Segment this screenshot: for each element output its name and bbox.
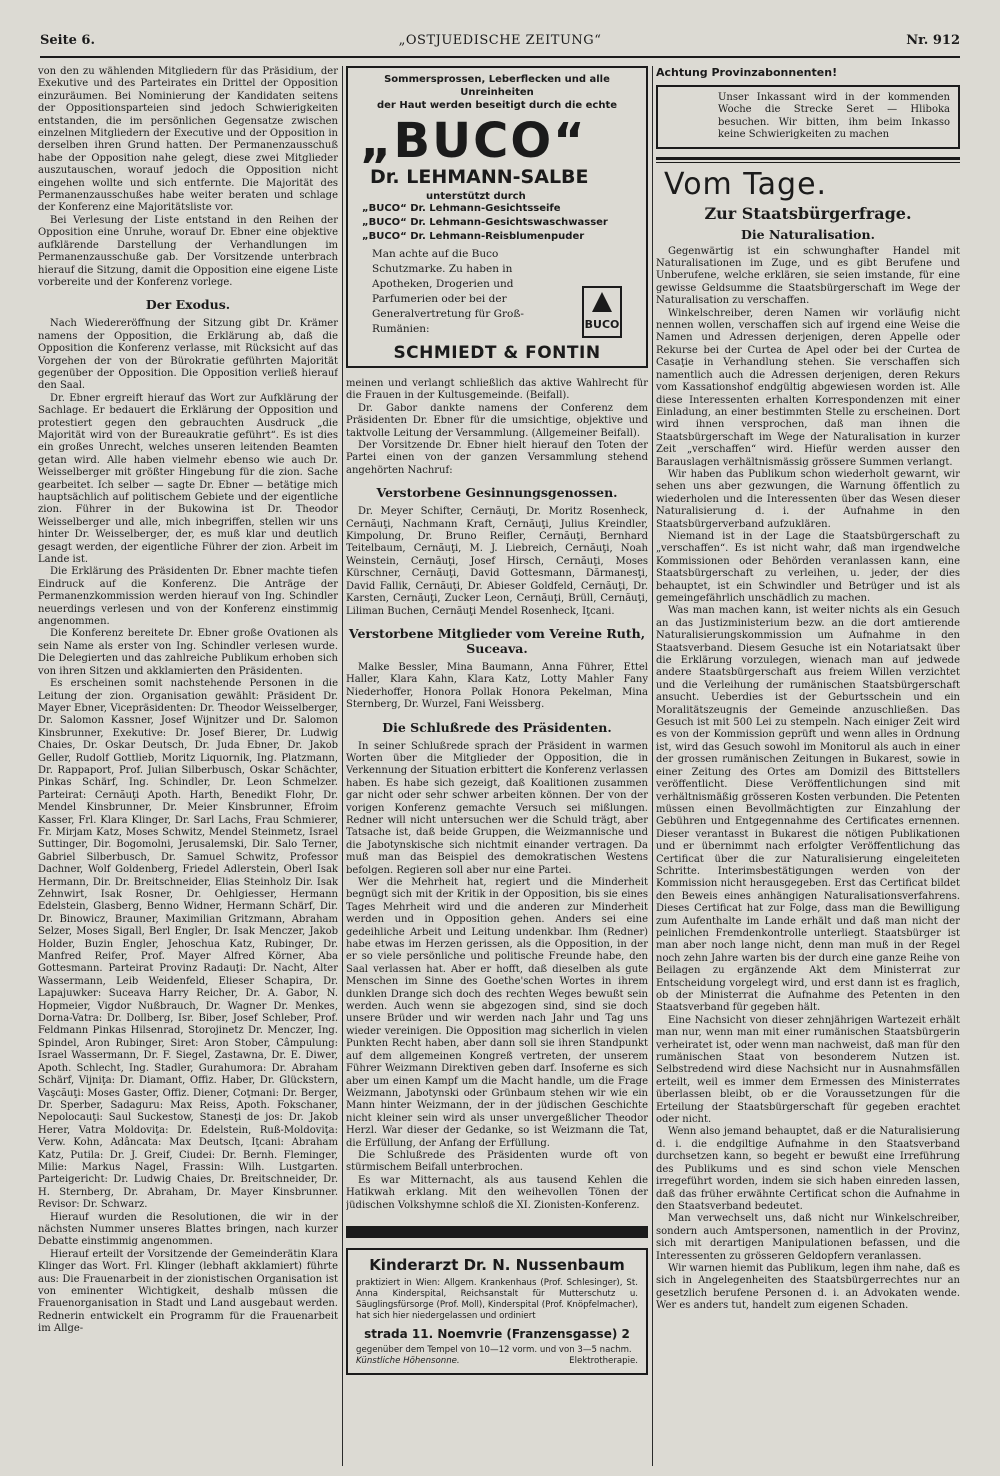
paragraph: von den zu wählenden Mitgliedern für das Präsidium, der Exekutive und des Parteirates ein Drittel der Opposition einzuräumen. Bei Nominierung der Kandidaten seitens der Oppositionsparteien sind jedoch Schwierigkeiten entstanden, die im persönlichen Gegensatze zwischen einzelnen Mitgliedern der Executive und der Opposition in derselben ihren Grund hatten. Der Permanenzausschuß habe der Opposition nahe gelegt, diese zwei Mitglieder auszutauschen, worauf jedoch die Opposition nicht eingehen wollte und sich entfernte. Die Majorität des Permanenzausschußes habe weiter beraten und schlage der Konferenz eine Majoritätsliste vor. <box>38 66 338 214</box>
paragraph: Nach Wiedereröffnung der Sitzung gibt Dr. Krämer namens der Opposition, die Erklärung ab, daß die Opposition die Konferenz verlasse, mit Rücksicht auf das Vorgehen der von der Bürokratie geführten Majorität gegenüber der Opposition. Die Opposition verließ hierauf den Saal. <box>38 318 338 392</box>
ad-hours: gegenüber dem Tempel von 10—12 vorm. und von 3—5 nachm. <box>356 1344 632 1355</box>
paragraph: Winkelschreiber, deren Namen wir vorläufig nicht nennen wollen, verschaffen sich auf irgend eine Weise die Namen und Adressen derjenigen, deren Appelle oder Rekurse bei der Curtea de Apel oder bei der Curtea de Casaţie in Verhandlung stehen. Sie verschaffen sich namentlich auch die Adressen derjenigen, deren Rekurs vom Kassationshof endgültig abgewiesen worden ist. Alle diese Interessenten erhalten Korrespondenzen mit einer Einladung, an einer bestimmten Stelle zu erscheinen. Dort wird ihnen versprochen, daß man ihnen die Staatsbürgerschaft im Wege der Naturalisation in kurzer Zeit „verschaffen“ wird. Hiefür werden ausser den Barauslagen verhältnismässig grössere Summen verlangt. <box>656 307 960 468</box>
section-heading: Die Schlußrede des Präsidenten. <box>382 719 612 735</box>
double-rule <box>656 157 960 163</box>
notice-title: Achtung Provinzabonnenten! <box>656 66 838 79</box>
paragraph: Wer die Mehrheit hat, regiert und die Minderheit begnügt sich mit der Kritik in der Opposition, bis sie eines Tages Mehrheit wird und die anderen zur Minderheit werden und in Opposition gehen. Anders sei eine gedeihliche Arbeit und Leitung undenkbar. Ihm (Redner) habe etwas im Herzen gerissen, als die Opposition, in der er so viele persönliche und politische Freunde habe, den Saal verlassen hat. Aber er hofft, daß dieselben als gute Menschen im Sinne des Goethe'schen Wortes in ihrem dunklen Drange sich doch des rechten Weges bewußt sein werden. Auch wenn sie abgezogen sind, sind sie doch unsere Brüder und wir werden nach Jahr und Tag uns wieder vereinigen. Die Opposition mag sicherlich in vielen Punkten Recht haben, aber dann soll sie ihren Standpunkt auf dem allgemeinen Kongreß vertreten, der unserem Führer Weizmann Direktiven geben darf. Insoferne es sich aber um einen Kampf um die Macht handle, um die Frage Weizmann, Jabotynski oder Grünbaum stehen wir wie ein Mann hinter Weizmann, der in der jüdischen Geschichte nicht kleiner sein wird als unser unvergeßlicher Theodor Herzl. War dieser der Gedanke, so ist Weizmann die Tat, die Erfüllung, der Anfang der Erfüllung. <box>346 877 648 1149</box>
paragraph: Dr. Ebner ergreift hierauf das Wort zur Aufklärung der Sachlage. Er bedauert die Erklärung der Opposition und protestiert gegen den gebrauchten Ausdruck „die Majorität wird von der Bureaukratie geführt“. Es ist dies ein großes Unrecht, welches unseren leitenden Beamten getan wird. Alle haben vielmehr ebenso wie auch Dr. Weisselberger mit größter Hingebung für die zion. Sache gearbeitet. Ich selber — sagte Dr. Ebner — betätige mich hauptsächlich auf politischem Gebiete und der eigentliche zion. Führer in der Bukowina ist Dr. Theodor Weisselberger und alle, mich inbegriffen, stellen wir uns hinter Dr. Weisselberger, der, es muß klar und deutlich gesagt werden, der eigentliche Führer der zion. Arbeit im Lande ist. <box>38 392 338 566</box>
header-rule <box>40 56 960 58</box>
paragraph: Wir warnen hiemit das Publikum, legen ihm nahe, daß es sich in Angelegenheiten des Staatsbürgerrechtes nur an gesetzlich berufene Personen d. i. an Advokaten wende. Wer es anders tut, handelt zum eigenen Schaden. <box>656 1262 960 1312</box>
trademark-label: BUCO <box>584 318 620 331</box>
paragraph: Die Schlußrede des Präsidenten wurde oft von stürmischem Beifall unterbrochen. <box>346 1149 648 1174</box>
issue-number: Nr. 912 <box>906 33 960 48</box>
kinderarzt-advertisement <box>346 1248 648 1375</box>
buco-trademark-icon <box>582 286 622 338</box>
product-line: „BUCO“ Dr. Lehmann-Gesichtswaschwasser <box>362 217 608 228</box>
ad-tagline: der Haut werden beseitigt durch die echte <box>376 100 618 111</box>
paragraph: Was man machen kann, ist weiter nichts als ein Gesuch an das Justizministerium bezw. an die dort amtierende Naturalisierungskommission um Aufnahme in den Staatsverband. Diesem Gesuche ist ein Notariatsakt über die Erklärung vorzulegen, wienach man auf jedwede andere Staatsbürgerschaft aus freiem Willen verzichtet und die Verleihung der rumänischen Staatsbürgerschaft ansucht. Ueberdies ist der Geburtsschein und ein Moralitätszeugnis der Gemeinde anzuschließen. Das Gesuch ist mit 500 Lei zu stempeln. Nach einiger Zeit wird es von der Kommission geprüft und wenn alles in Ordnung ist, wird das Gesuch sowohl im Monitorul als auch in einer der grossen rumänischen Zeitungen in Bukarest, sowie in einer Zeitung des Ortes am Domizil des Bittstellers veröffentlicht. Diese Veröffentlichungen sind mit verhältnismäßig grösseren Kosten verbunden. Die Petenten müssen einen Bevollmächtigten zur Einzahlung der Gebühren und Entgegennahme des Certificates ernennen. Dieser verantasst in Bukarest die nötigen Publikationen und er übernimmt nach erfolgter Veröffentlichung das Certificat über die zur Naturalisierung eingeleiteten Schritte. Interimsbestätigungen werden von der Kommission nicht herausgegeben. Erst das Certificat bildet den Beweis eines anhängigen Naturalisationsverfahrens. Dieses Certificat hat zur Folge, dass man die Bewilligung zum Aufenthalte im Lande erhält und daß man nicht der peinlichen Fremdenkontrolle unterliegt. Staatsbürger ist man aber noch lange nicht, denn man muß in der Regel noch zehn Jahre warten bis der durch eine ganze Reihe von Beilagen zu ergänzende Akt dem Ministerrat zur Entscheidung vorgelegt wird, und erst dann ist es fraglich, ob der Ministerrat die Aufnahme des Petenten in den Staatsverband für gegeben hält. <box>656 605 960 1014</box>
page-number: Seite 6. <box>40 33 95 48</box>
ad-tagline: Sommersprossen, Leberflecken und alle Unreinheiten <box>384 74 610 98</box>
article-subhead: Die Naturalisation. <box>741 226 875 242</box>
column-1 <box>38 66 338 1466</box>
rubric-title: Vom Tage. <box>664 166 828 202</box>
paragraph: In seiner Schlußrede sprach der Präsident in warmen Worten über die Mitglieder der Opposition, die in Verkennung der Situation erbittert die Konferenz verlassen haben. Es habe sich gezeigt, daß Koalitionen zusammen gar nicht oder sehr schwer arbeiten können. Der von der vorigen Konferenz gemachte Versuch sei mißlungen. Redner will nicht untersuchen wer die Schuld trägt, aber Tatsache ist, daß beide Gruppen, die Weizmannische und die Jabotynskische sich nichtmit einander vertragen. Da muß man das Beispiel des demokratischen Westens befolgen. Regieren soll aber nur eine Partei. <box>346 740 648 876</box>
ad-body: Man achte auf die Buco Schutzmarke. Zu haben in Apotheken, Drogerien und Parfumerien oder bei der Generalvertretung für Groß-Rumänien: <box>372 248 524 335</box>
product-name: Dr. LEHMANN-SALBE <box>370 166 589 188</box>
paragraph: Wenn also jemand behauptet, daß er die Naturalisierung d. i. die endgiltige Aufnahme in den Staatsverband durchsetzen kann, so begeht er bewußt eine Irreführung des Publikums und es sind schon viele Menschen irregeführt worden, indem sie sich haben einreden lassen, daß das früher erwähnte Certificat schon die Aufnahme in den Staatsverband bedeutet. <box>656 1126 960 1212</box>
section-heading: Verstorbene Gesinnungsgenossen. <box>376 485 618 501</box>
column-2 <box>346 66 648 1466</box>
column-divider <box>652 66 653 1466</box>
column-3 <box>656 66 960 1466</box>
paragraph: Niemand ist in der Lage die Staatsbürgerschaft zu „verschaffen“. Es ist nicht wahr, daß man irgendwelche Kommissionen oder Behörden veranlassen kann, eine Staatsbürgerschaft zu verleihen, u. jeder, der dies behauptet, ist ein Schwindler und Betrüger und ist als gemeingefährlich unschädlich zu machen. <box>656 530 960 604</box>
buco-advertisement <box>346 66 648 368</box>
section-heading: Der Exodus. <box>145 297 231 313</box>
ad-body: praktiziert in Wien: Allgem. Krankenhaus (Prof. Schlesinger), St. Anna Kinderspital, Reichsanstalt für Mutterschutz u. Säuglingsfürsorge (Prof. Moll), Kinderspital (Prof. Knöpfelmacher), hat sich hier niedergelassen und ordiniert <box>356 1277 638 1321</box>
ad-sun: Künstliche Höhensonne. <box>356 1355 460 1366</box>
article-headline: Zur Staatsbürgerfrage. <box>704 203 912 223</box>
buco-logo: „BUCO“ <box>360 113 587 169</box>
paragraph: Es war Mitternacht, als aus tausend Kehlen die Hatikwah erklang. Mit den weihevollen Tönen der jüdischen Volkshymne schloß die XI. Zionisten-Konferenz. <box>346 1174 648 1211</box>
notice-box: Unser Inkassant wird in der kommenden Woche die Strecke Seret — Hliboka besuchen. Wir bitten, ihm beim Inkasso keine Schwierigkeiten zu machen <box>656 85 960 149</box>
paragraph: Die Erklärung des Präsidenten Dr. Ebner machte tiefen Eindruck auf die Konferenz. Die Anträge der Permanenzkommission werden hierauf von Ing. Schindler neuerdings verlesen und von der Konferenz einstimmig angenommen. <box>38 566 338 628</box>
paragraph: meinen und verlangt schließlich das aktive Wahlrecht für die Frauen in der Kultusgemeinde. (Beifall). <box>346 378 648 402</box>
paragraph: Malke Bessler, Mina Baumann, Anna Führer, Ettel Haller, Klara Kahn, Klara Katz, Lotty Mahler Fany Niederhoffer, Honora Pollak Honora Pekelman, Mina Sternberg, Dr. Wurzel, Fani Weissberg. <box>346 661 648 711</box>
column-2-text <box>346 378 648 1212</box>
paragraph: Gegenwärtig ist ein schwunghafter Handel mit Naturalisationen im Zuge, und es gibt Berufene und Unberufene, welche erklären, sie seien imstande, für eine gewisse Geldsumme die Staatsbürgerschaft im Wege der Naturalisation zu verschaffen. <box>656 245 960 307</box>
section-heading: Verstorbene Mitglieder vom Vereine Ruth, Suceava. <box>348 625 646 656</box>
ad-subline: unterstützt durch <box>426 191 526 202</box>
page-header <box>40 30 960 54</box>
paragraph: Wir haben das Publikum schon wiederholt gewarnt, wir sehen uns aber gezwungen, die Warnung öffentlich zu wiederholen und die Interessenten über das Wesen dieser Naturalisierung d. i. der Aufnahme in den Staatsbürgerverband aufzuklären. <box>656 468 960 530</box>
paragraph: Es erscheinen somit nachstehende Personen in die Leitung der zion. Organisation gewählt: Präsident Dr. Mayer Ebner, Vicepräsidenten: Dr. Theodor Weisselberger, Dr. Salomon Kassner, Josef Wijnitzer und Dr. Salomon Kinsbrunner, Exekutive: Dr. Josef Bierer, Dr. Ludwig Chaies, Dr. Oskar Deutsch, Dr. Juda Ebner, Dr. Jakob Geller, Rudolf Gottlieb, Moritz Liquornik, Ing. Platzmann, Dr. Rappaport, Prof. Julian Silberbusch, Oskar Schächter, Pinkas Schärf, Ing. Schindler, Dr. Leon Schmelzer. Parteirat: Cernăuţi Apoth. Harth, Benedikt Flohr, Dr. Mendel Kinsbrunner, Dr. Meier Kinsbrunner, Efroim Kasser, Frl. Klara Klinger, Dr. Sarl Lachs, Frau Schmierer, Fr. Mirjam Katz, Moses Schwitz, Mendel Steinmetz, Israel Suttinger, Dir. Bogomolni, Jerusalemski, Dir. Salo Terner, Gabriel Silberbusch, Dr. Samuel Schwitz, Professor Dachner, Wolf Goldenberg, Friedel Adlerstein, Oberl Isak Hermann, Dir. Dr. Breitschneider, Elias Steinholz Dir. Isak Zehnwirt, Isak Rosner, Dr. Oehlgiesser, Hermann Edelstein, Glasberg, Benno Widner, Hermann Schärf, Dir. Dr. Binowicz, Brauner, Maximilian Gritzmann, Abraham Selzer, Moses Sigall, Berl Engler, Dr. Isak Menczer, Jakob Holder, Buzin Engler, Jehoschua Katz, Rubinger, Dr. Manfred Reifer, Prof. Mayer Alfred Körner, Aba Gottesmann. Parteirat Provinz Radauţi: Dr. Nacht, Alter Wassermann, Leib Weidenfeld, Elieser Schapira, Dr. Lapajuwker: Suceava Harry Reicher, Dr. A. Gabor, N. Hopmeier, Vigdor Nußbrauch, Dr. Wagner Dr. Menkes, Dorna-Vatra: Dr. Dollberg, Isr. Biber, Josef Schleber, Prof. Feldmann Pinkas Hilsenrad, Storojinetz Dr. Menczer, Ing. Spindel, Aron Rubinger, Siret: Aron Stober, Câmpulung: Israel Wassermann, Dr. F. Siegel, Zastawna, Dr. E. Diwer, Apoth. Schlecht, Ing. Stadler, Gurahumora: Dr. Abraham Schärf, Vijniţa: Dr. Diamant, Offiz. Haber, Dr. Glückstern, Vaşcăuţi: Moses Gaster, Offiz. Diener, Coţmani: Dr. Berger, Dr. Sperber, Sadaguru: Max Reiss, Apoth. Fokschaner, Nepolocauţi: Saul Suckestow, Stanesţi de jos: Dr. Jakob Herer, Vatra Moldoviţa: Dr. Edelstein, Ruß-Moldoviţa: Verw. Kohn, Adâncata: Max Deutsch, Iţcani: Abraham Katz, Putila: Dr. J. Greif, Ciudei: Dr. Bernh. Fleminger, Milie: Markus Nagel, Frassin: Wilh. Lustgarten. Parteigericht: Dr. Ludwig Chaies, Dr. Breitschneider, Dr. H. Sternberg, Dr. Abraham, Dr. Mayer Kinsbrunner. Revisor: Dr. Schwarz. <box>38 678 338 1211</box>
ad-title: Kinderarzt Dr. N. Nussenbaum <box>369 1255 625 1274</box>
paragraph: Eine Nachsicht von dieser zehnjährigen Wartezeit erhält man nur, wenn man mit einer rumänischen Staatsbürgerin verheiratet ist, oder wenn man nachweist, daß man für den rumänischen Staat von besonderem Nutzen ist. Selbstredend wird diese Nachsicht nur in Ausnahmsfällen erteilt, weil es immer dem Ermessen des Ministerrates überlassen bleibt, ob er die Voraussetzungen für die Erteilung der Staatsbürgerschaft für gegeben erachtet oder nicht. <box>656 1014 960 1126</box>
paragraph: Die Konferenz bereitete Dr. Ebner große Ovationen als sein Name als erster von Ing. Schindler verlesen wurde. Die Delegierten und das zahlreiche Publikum erhoben sich von ihren Sitzen und akklamierten den Präsidenten. <box>38 628 338 677</box>
column-divider <box>342 66 343 1466</box>
paragraph: Der Vorsitzende Dr. Ebner hielt hierauf den Toten der Partei einen von der ganzen Versammlung stehend angehörten Nachruf: <box>346 440 648 476</box>
ad-company: SCHMIEDT & FONTIN <box>393 343 601 363</box>
paragraph: Hierauf wurden die Resolutionen, die wir in der nächsten Nummer unseres Blattes bringen, nach kurzer Debatte einstimmig angenommen. <box>38 1211 338 1248</box>
article-body <box>656 246 960 1313</box>
newspaper-title: „OSTJUEDISCHE ZEITUNG“ <box>398 33 602 48</box>
ad-address: strada 11. Noemvrie (Franzensgasse) 2 <box>364 1326 630 1341</box>
product-line: „BUCO“ Dr. Lehmann-Gesichtsseife <box>362 203 561 214</box>
paragraph: Hierauf erteilt der Vorsitzende der Gemeinderätin Klara Klinger das Wort. Frl. Klinger (lebhaft akklamiert) führte aus: Die Frauenarbeit in der zionistischen Organisation ist von eminenter Wichtigkeit, deshalb müssen die Frauenorganisation in Stadt und Land ausgebaut werden. Rednerin entwickelt ein Programm für die Frauenarbeit im Allge- <box>38 1248 338 1335</box>
ad-services <box>356 1356 638 1367</box>
paragraph: Dr. Meyer Schifter, Cernăuţi, Dr. Moritz Rosenheck, Cernăuţi, Nachmann Kraft, Cernăuţi, Julius Kreindler, Kimpolung, Dr. Bruno Reifler, Cernăuţi, Bernhard Teitelbaum, Cernăuţi, M. J. Liebreich, Cernăuţi, Noah Weinstein, Cernăuţi, Josef Hirsch, Cernăuţi, Moses Kürschner, Cernăuţi, David Gottesmann, Dărmanesţi, David Fallik, Cernăuţi, Dr. Abieser Goldfeld, Cernăuţi, Dr. Karsten, Cernăuţi, Zucker Leon, Cernăuţi, Brüll, Cernăuţi, Liliman Buchen, Cernăuţi Mendel Rosenheck, Iţcani. <box>346 506 648 617</box>
thick-rule <box>346 1226 648 1238</box>
paragraph: Bei Verlesung der Liste entstand in den Reihen der Opposition eine Unruhe, worauf Dr. Ebner eine objektive aufklärende Darstellung der Verhandlungen im Permanenzausschuße gab. Der Vorsitzende unterbrach hierauf die Sitzung, damit die Opposition eine eigene Liste vorbereite und der Konferenz vorlege. <box>38 214 338 288</box>
paragraph: Dr. Gabor dankte namens der Conferenz dem Präsidenten Dr. Ebner für die umsichtige, objektive und taktvolle Leitung der Versammlung. (Allgemeiner Beifall). <box>346 402 648 439</box>
ad-electro: Elektrotherapie. <box>569 1355 638 1366</box>
paragraph: Man verwechselt uns, daß nicht nur Winkelschreiber, sondern auch Amtspersonen, namentlich in der Provinz, sich mit derartigen Manipulationen befassen, und die Interessenten zu grösseren Geldopfern veranlassen. <box>656 1213 960 1262</box>
product-line: „BUCO“ Dr. Lehmann-Reisblumenpuder <box>362 231 585 242</box>
